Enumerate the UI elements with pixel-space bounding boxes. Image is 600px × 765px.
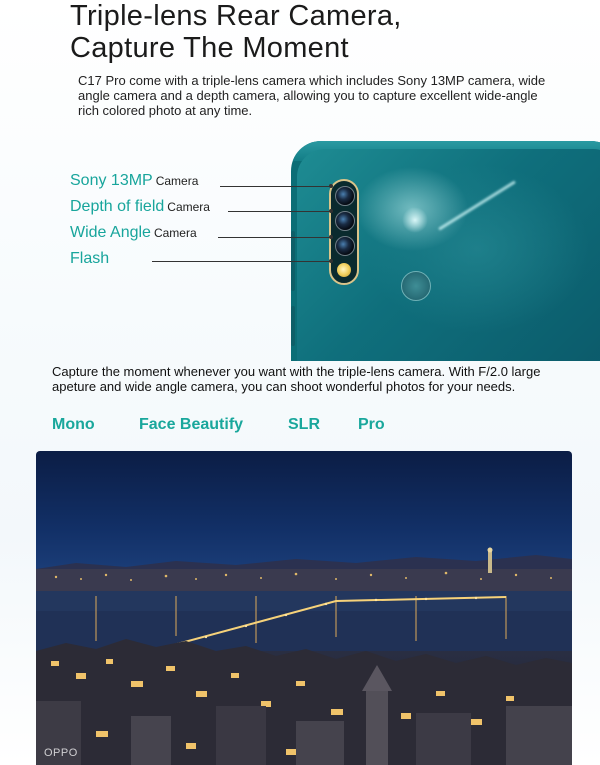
flash-icon [337, 263, 351, 277]
title-line-2: Capture The Moment [70, 32, 349, 64]
mode-slr: SLR [288, 416, 320, 433]
camera-label-main: Depth of field [70, 198, 165, 215]
light-streak [438, 180, 516, 230]
camera-label-suffix: Camera [167, 200, 210, 214]
mode-face-beautify: Face Beautify [139, 416, 244, 433]
mode-mono: Mono [52, 416, 95, 433]
camera-label-main: Sony 13MP [70, 172, 153, 189]
side-button-2 [291, 306, 295, 346]
camera-label-main: Wide Angle [70, 224, 151, 241]
mode-pro: Pro [358, 416, 385, 433]
camera-label-flash [70, 250, 109, 268]
leader-line-sony [220, 186, 330, 187]
phone-back-image [291, 141, 600, 361]
leader-line-depth [228, 211, 330, 212]
photo-watermark: OPPO [44, 747, 78, 759]
leader-line-wide [218, 237, 330, 238]
title-line-1: Triple-lens Rear Camera, [70, 0, 402, 32]
page-title [70, 0, 550, 64]
sony-lens-icon [335, 186, 355, 206]
city-night-photo [36, 451, 572, 765]
city-night-illustration [36, 451, 572, 765]
intro-text: C17 Pro come with a triple-lens camera which includes Sony 13MP camera, wide angle camera and a depth camera, allowing you to capture excellent wide-angle rich colored photo at any time. [78, 73, 546, 118]
light-reflection [402, 207, 428, 233]
camera-label-main: Flash [70, 250, 110, 267]
fingerprint-sensor-icon [401, 271, 431, 301]
camera-module [329, 179, 359, 285]
wide-lens-icon [335, 236, 355, 256]
camera-label-suffix: Camera [153, 226, 197, 240]
camera-label-suffix: Camera [155, 174, 199, 188]
camera-label-wide [70, 224, 197, 242]
phone-body [297, 149, 600, 361]
capture-description: Capture the moment whenever you want with the triple-lens camera. With F/2.0 large apeture and wide angle camera, you can shoot wonderful photos for your needs. [52, 364, 541, 394]
camera-label-sony [70, 172, 198, 190]
leader-line-flash [152, 261, 330, 262]
camera-label-depth [70, 198, 210, 216]
depth-lens-icon [335, 211, 355, 231]
